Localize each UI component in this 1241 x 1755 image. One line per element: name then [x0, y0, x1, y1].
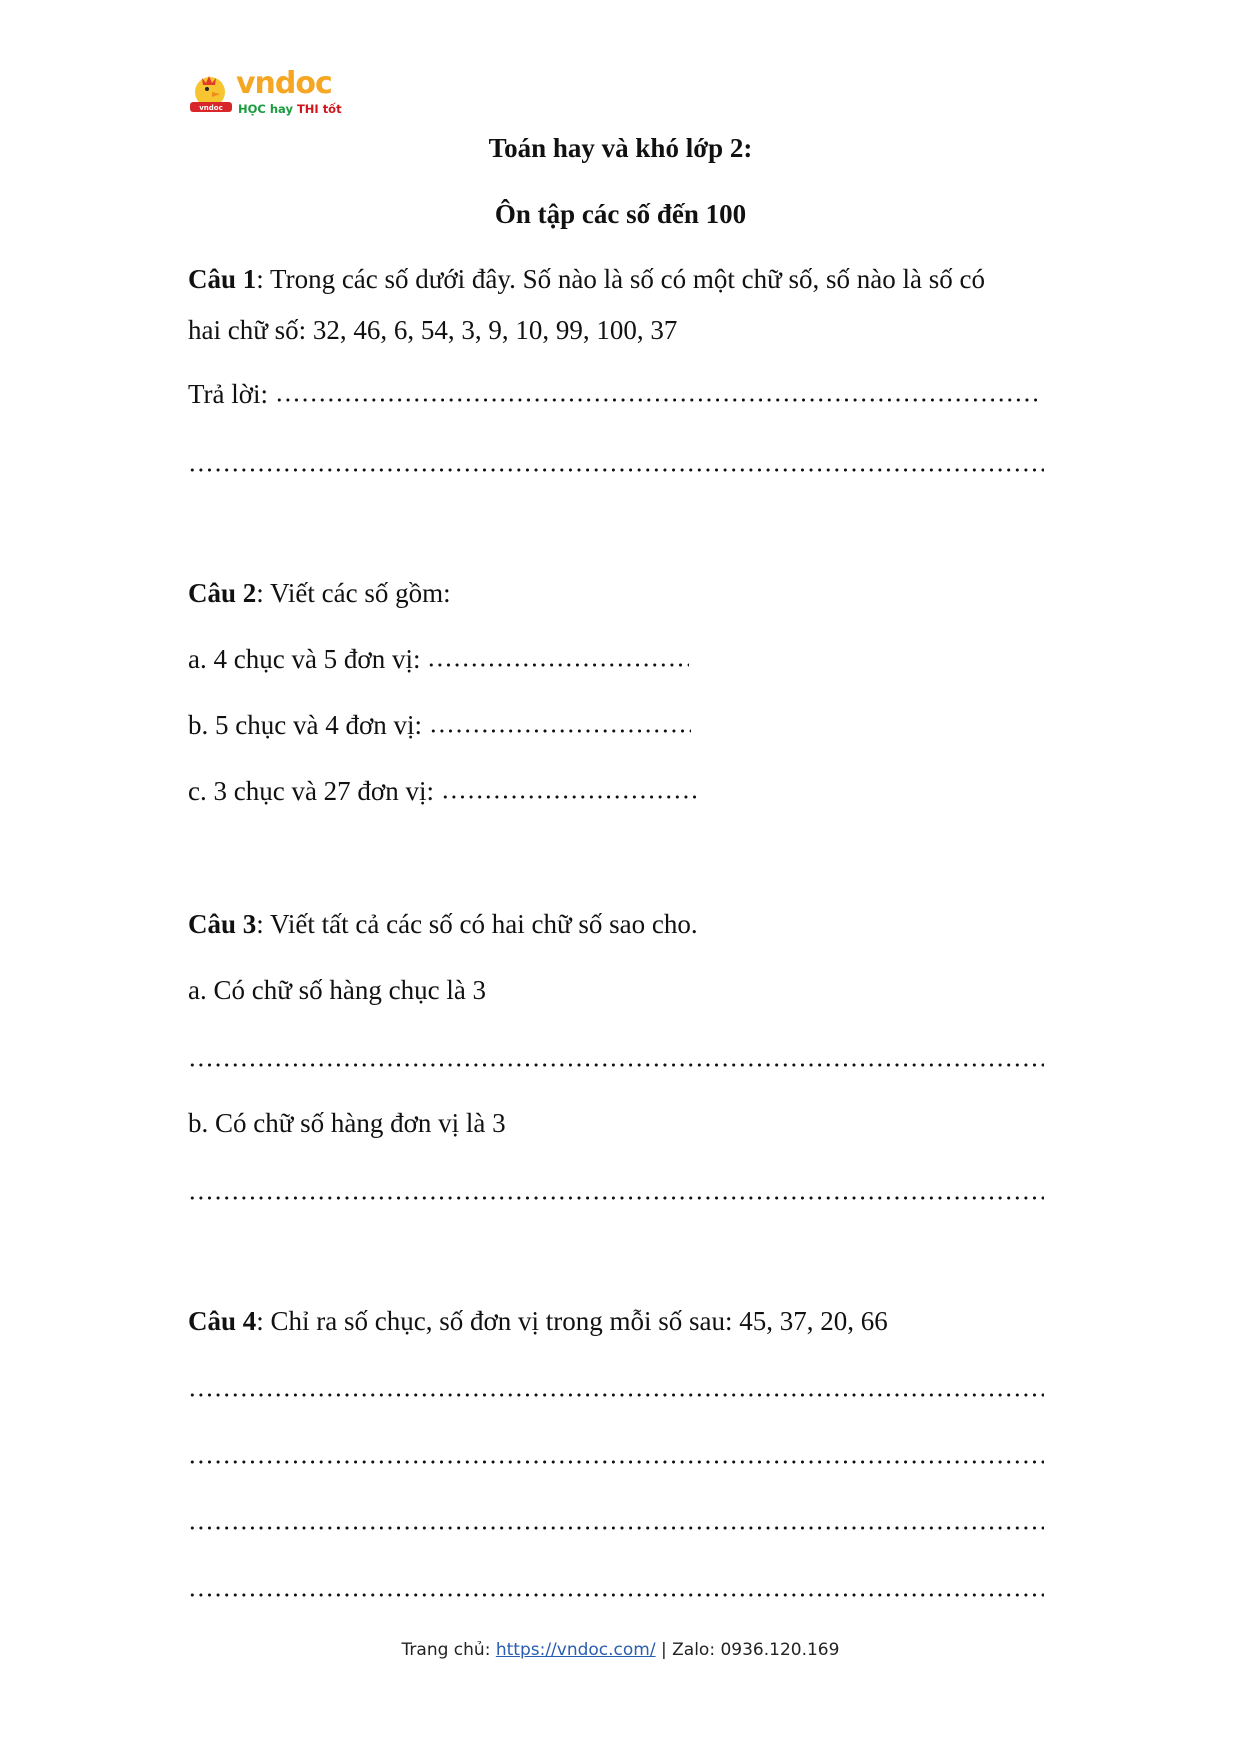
svg-text:vndoc: vndoc — [199, 104, 223, 112]
chicken-mascot-icon — [188, 72, 234, 118]
zalo-contact: Zalo: 0936.120.169 — [672, 1640, 840, 1660]
homepage-link[interactable]: https://vndoc.com/ — [495, 1640, 656, 1660]
answer-blank-line[interactable] — [188, 1525, 1044, 1531]
page-subtitle: Ôn tập các số đến 100 — [494, 199, 747, 229]
question-2-label: Câu 2 — [188, 578, 257, 608]
answer-blank-line[interactable] — [188, 467, 1044, 473]
answer-blank[interactable] — [427, 662, 689, 668]
vndoc-logo — [188, 66, 348, 122]
answer-blank-line[interactable] — [188, 1459, 1044, 1465]
question-4-label: Câu 4 — [188, 1306, 257, 1336]
question-3-item-b: b. Có chữ số hàng đơn vị là 3 — [188, 1108, 506, 1138]
answer-blank-line[interactable] — [188, 1195, 1044, 1201]
answer-blank-line[interactable] — [188, 1062, 1044, 1068]
logo-wordmark: vndoc — [236, 66, 332, 101]
question-2-item-c: c. 3 chục và 27 đơn vị: — [188, 776, 696, 807]
answer-blank[interactable] — [441, 794, 696, 800]
answer-blank[interactable] — [429, 728, 691, 734]
question-2: Câu 2: Viết các số gồm: — [188, 578, 451, 608]
question-4: Câu 4: Chỉ ra số chục, số đơn vị trong mỗi số sau: 45, 37, 20, 66 — [188, 1306, 888, 1336]
question-3-label: Câu 3 — [188, 909, 257, 939]
question-2-item-a: a. 4 chục và 5 đơn vị: — [188, 644, 689, 675]
question-1-line-2: hai chữ số: 32, 46, 6, 54, 3, 9, 10, 99, 100, 37 — [188, 315, 678, 345]
answer-blank-line[interactable] — [188, 1592, 1044, 1598]
page-footer: Trang chủ: https://vndoc.com/ | Zalo: 0936.120.169 — [401, 1640, 840, 1660]
answer-blank-line[interactable] — [188, 1392, 1044, 1398]
answer-blank[interactable] — [275, 397, 1039, 403]
page-title: Toán hay và khó lớp 2: — [488, 133, 753, 163]
question-1-label: Câu 1 — [188, 264, 257, 294]
question-3: Câu 3: Viết tất cả các số có hai chữ số sao cho. — [188, 909, 698, 939]
logo-tagline: HỌC hay THI tốt — [238, 102, 342, 116]
question-1-answer: Trả lời: — [188, 379, 1039, 410]
question-2-item-b: b. 5 chục và 4 đơn vị: — [188, 710, 691, 741]
question-3-item-a: a. Có chữ số hàng chục là 3 — [188, 975, 487, 1005]
question-1-line-1: Câu 1: Trong các số dưới đây. Số nào là số có một chữ số, số nào là số có — [188, 264, 985, 294]
